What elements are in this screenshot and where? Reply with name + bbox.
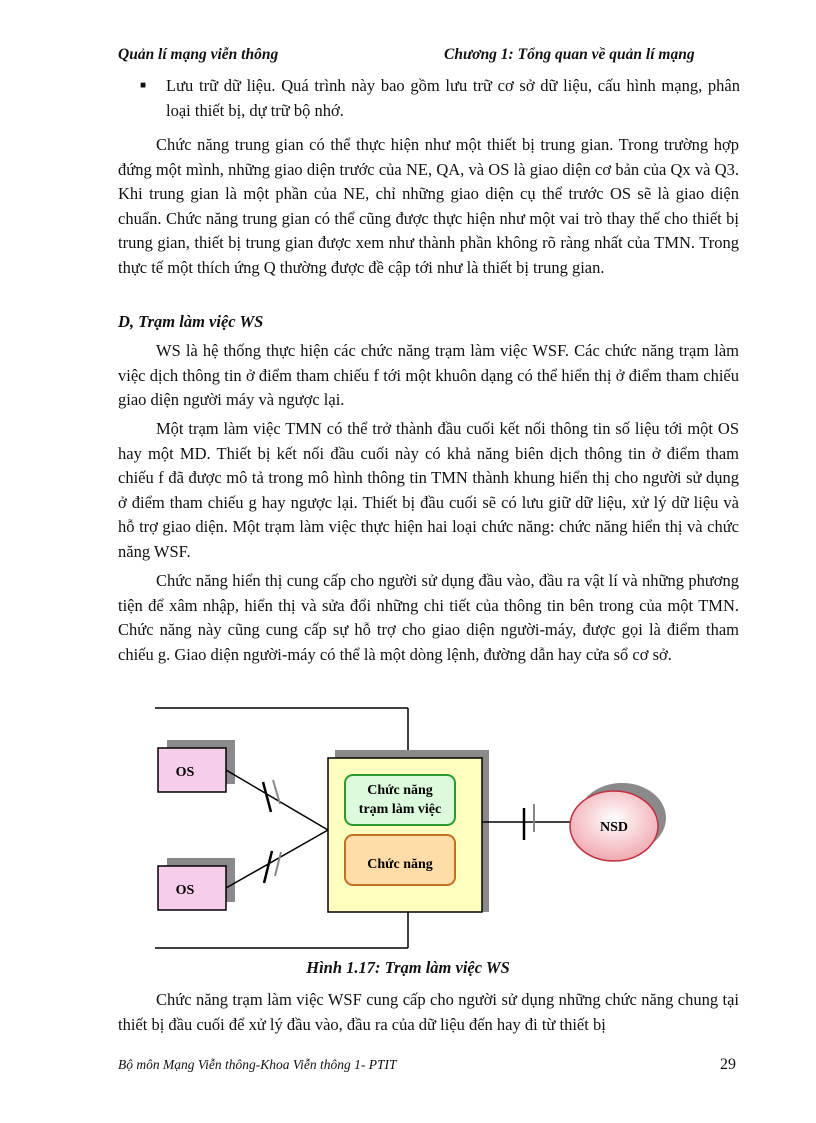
bullet-text: Lưu trữ dữ liệu. Quá trình này bao gồm lưu trữ cơ sở dữ liệu, cấu hình mạng, phân loại thiết bị, dự trữ bộ nhớ.	[166, 76, 740, 120]
nsd-label: NSD	[599, 820, 629, 835]
square-bullet-icon: ■	[140, 80, 147, 91]
paragraph-4: Chức năng hiển thị cung cấp cho người sử dụng đầu vào, đầu ra vật lí và những phương tiện để xâm nhập, hiển thị và sửa đổi những chi tiết của thông tin bên trong của một TMN. Chức năng này cũng cung cấp sự hỗ trợ cho giao diện người-máy, được gọi là điểm tham chiếu g. Giao diện người-máy có thể là một dòng lệnh, đường dẫn hay cửa sổ cơ sở.	[118, 571, 739, 664]
page-number: 29	[720, 1056, 736, 1073]
paragraph-3: Một trạm làm việc TMN có thể trở thành đầu cuối kết nối thông tin số liệu tới một OS hay một MD. Thiết bị kết nối đầu cuối này có khả năng biên dịch thông tin ở điểm tham chiếu f đã được mô tả trong mô hình thông tin TMN thành khung hiển thị cho người sử dụng ở điểm tham chiếu g hay ngược lại. Thiết bị đầu cuối sẽ có lưu giữ dữ liệu, xử lý dữ liệu và hỗ trợ giao diện. Một trạm làm việc thực hiện hai loại chức năng: chức năng hiển thị và chức năng WSF.	[118, 419, 739, 561]
interface-bar-top	[263, 782, 271, 812]
interface-bar-bottom	[264, 851, 272, 883]
paragraph-1: Chức năng trung gian có thể thực hiện như một thiết bị trung gian. Trong trường hợp đứng một mình, những giao diện trước của NE, QA, và OS là giao diện cơ bản của Qx và Q3. Khi trung gian là một phần của NE, chỉ những giao diện cụ thể trước OS sẽ là giao diện chuẩn. Chức năng trung gian có thể cũng được thực hiện như một vai trò thay thế cho thiết bị trung gian, thiết bị trung gian được xem như thành phần không rõ ràng nhất của TMN. Trong thực tế một thích ứng Q thường được đề cập tới như là thiết bị trung gian.	[118, 135, 739, 277]
wsf-label-line2: trạm làm việc	[358, 802, 442, 817]
running-header-right: Chương 1: Tổng quan về quản lí mạng	[444, 46, 695, 63]
os-top-label: OS	[175, 765, 195, 780]
paragraph-2: WS là hệ thống thực hiện các chức năng trạm làm việc WSF. Các chức năng trạm làm việc dịch thông tin ở điểm tham chiếu f tới một khuôn dạng có thể hiển thị ở điểm tham chiếu giao diện người máy và ngược lại.	[118, 341, 739, 409]
figure-caption: Hình 1.17: Trạm làm việc WS	[306, 958, 510, 977]
ws-diagram	[0, 700, 816, 960]
bullet-item	[140, 74, 740, 123]
os-bottom-label: OS	[175, 883, 195, 898]
paragraph-5: Chức năng trạm làm việc WSF cung cấp cho người sử dụng những chức năng chung tại thiết bị đầu cuối để xử lý đầu vào, đầu ra của dữ liệu đến hay đi từ thiết bị	[118, 990, 739, 1034]
section-heading: D, Trạm làm việc WS	[118, 312, 264, 331]
wsf-label-line1: Chức năng	[367, 783, 433, 798]
running-header-left: Quản lí mạng viễn thông	[118, 46, 279, 63]
footer-text: Bộ môn Mạng Viễn thông-Khoa Viễn thông 1- PTIT	[118, 1057, 397, 1072]
function-label: Chức năng	[367, 857, 433, 872]
